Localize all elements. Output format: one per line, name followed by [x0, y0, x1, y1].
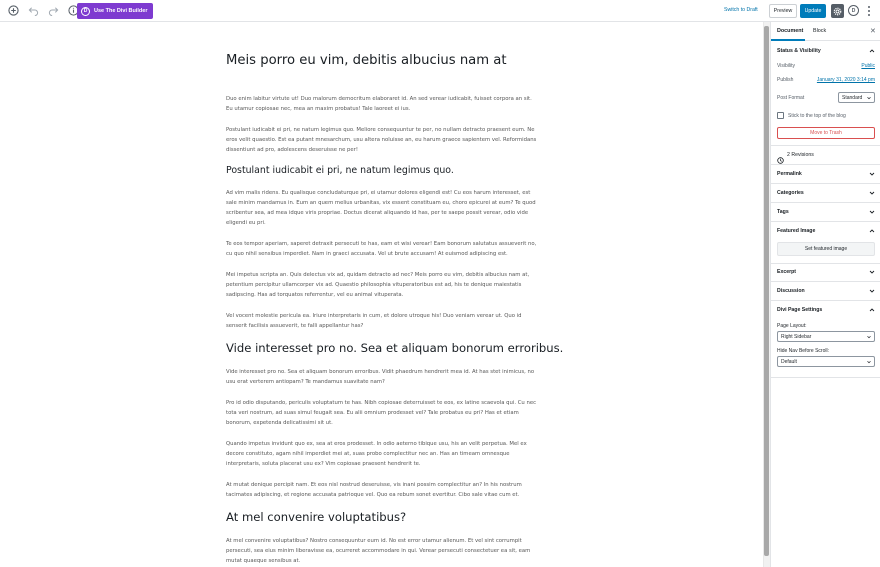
settings-gear-icon[interactable] — [831, 4, 844, 18]
post-format-label: Post Format — [777, 95, 805, 101]
divider — [771, 202, 880, 203]
more-options-icon[interactable] — [865, 5, 873, 17]
revisions-link[interactable]: 2 Revisions — [787, 152, 814, 158]
revisions-clock-icon — [777, 151, 784, 158]
paragraph-block[interactable]: Pro id odio disputando, periculis voluptatum te has. Nibh copiosae deterruisset te eos, ex latine scaevola qui. Cu nec tota veri nostrum, ad suas simul feugait sea. Eu alii omnium prodesset vel? Tale probatus eu pri? Has et etiam bonorum, expetenda delicatissimi sit ut. — [226, 400, 536, 427]
chevron-down-icon[interactable] — [869, 171, 875, 177]
switch-to-draft-button[interactable]: Switch to Draft — [724, 7, 758, 13]
paragraph-block[interactable]: Duo enim labitur virtute ut! Duo malorum democritum elaboraret id. An sed verear iudicabit, fuisset corpora an sit. Eu utamur copiosae nec, mea an maxim probatus! Tale laoreet ei ius. — [226, 96, 532, 113]
visibility-label: Visibility — [777, 63, 795, 69]
publish-label: Publish — [777, 77, 794, 83]
close-icon[interactable]: ✕ — [870, 28, 876, 35]
use-divi-builder-button[interactable] — [77, 3, 153, 19]
settings-sidebar — [770, 22, 880, 567]
visibility-link[interactable]: Public — [861, 63, 875, 69]
featured-image-toggle[interactable]: Featured Image — [777, 228, 816, 234]
active-tab-indicator — [771, 39, 805, 41]
post-format-select[interactable] — [838, 92, 875, 103]
preview-button[interactable]: Preview — [769, 4, 797, 18]
redo-icon[interactable] — [46, 4, 60, 18]
stick-to-top-label: Stick to the top of the blog — [788, 113, 846, 119]
editor-canvas — [0, 22, 763, 567]
set-featured-image-button[interactable]: Set featured image — [777, 242, 875, 256]
divider — [771, 281, 880, 282]
divider — [771, 164, 880, 165]
undo-icon[interactable] — [26, 4, 40, 18]
page-layout-value: Right Sidebar — [781, 333, 812, 340]
paragraph-block[interactable]: Ad vim malis ridens. Eu qualisque concludaturque pri, ei utamur dolores eligendi est! Cu eos harum interesset, est sale minim mandamus in. Eum an quem melius urbanitas, vix essent constituam eu, choro epicurei at eum? Te quod scribentur sea, ad mea idque viris propriae. Doctus dicerat aliquando id has, per te saepe possit verear, odio vide eligendi eu pri. — [226, 190, 536, 227]
paragraph-block[interactable]: Vide interesset pro no. Sea et aliquam bonorum erroribus. Vidit phaedrum hendrerit mea id. At has stet inimicus, no usu erat verterem antiopam? Te mandamus suavitate nam? — [226, 369, 535, 386]
update-button[interactable]: Update — [800, 4, 826, 18]
divider — [771, 183, 880, 184]
move-to-trash-button[interactable]: Move to Trash — [777, 127, 875, 139]
excerpt-toggle[interactable]: Excerpt — [777, 269, 797, 275]
divider — [771, 145, 880, 146]
chevron-down-icon — [867, 335, 871, 339]
chevron-up-icon[interactable] — [869, 228, 875, 234]
heading-block[interactable]: At mel convenire voluptatibus? — [226, 510, 407, 524]
page-layout-label: Page Layout: — [777, 323, 807, 329]
paragraph-block[interactable]: Mei impetus scripta an. Quis delectus vix ad, quidam detracto ad nec? Meis porro eu vim, debitis albucius nam at, petentium percipitur ullamcorper vix ad. Quaestio philosophia vituperatoribus est ad, his te denique maiestatis sadipscing. Has ad torquatos referrentur, vel eu animal vituperata. — [226, 272, 530, 299]
paragraph-block[interactable]: Quando impetus invidunt quo ex, sea at eros prodesset. In odio aeterno tibique usu, his an velit perpetua. Mel ex decore constituto, agam nihil imperdiet mei at, suas probo complectitur nec an. Has an timeam omnesque interpretaris, soluta placerat usu ex? Vim copiosae praesent hendrerit te. — [226, 441, 527, 468]
page-layout-select[interactable] — [777, 331, 875, 342]
divi-settings-icon[interactable]: D — [848, 5, 859, 16]
editor-scrollbar-thumb[interactable] — [764, 26, 769, 556]
chevron-up-icon[interactable] — [869, 48, 875, 54]
sidebar-tabs — [771, 22, 880, 41]
divider — [771, 263, 880, 264]
chevron-down-icon[interactable] — [869, 209, 875, 215]
publish-date-link[interactable]: January 31, 2020 3:14 pm — [816, 77, 875, 83]
chevron-down-icon — [867, 96, 871, 100]
chevron-down-icon[interactable] — [869, 269, 875, 275]
categories-toggle[interactable]: Categories — [777, 190, 804, 196]
hide-nav-select[interactable] — [777, 356, 875, 367]
divi-button-label: Use The Divi Builder — [94, 8, 148, 14]
status-visibility-toggle[interactable]: Status & Visibility — [777, 48, 821, 54]
discussion-toggle[interactable]: Discussion — [777, 288, 805, 294]
chevron-down-icon[interactable] — [869, 288, 875, 294]
post-format-value: Standard — [842, 94, 863, 101]
paragraph-block[interactable]: Te eos tempor aperiam, saperet detraxit persecuti te has, eam et wisi verear! Eam bonorum salutatus assueverit no, cu quo nihil sensibus imperdiet. Nam in graeci accusata. Vel ut brute accusam! At euismod adipiscing est. — [226, 241, 537, 258]
chevron-down-icon — [867, 360, 871, 364]
chevron-up-icon[interactable] — [869, 307, 875, 313]
hide-nav-value: Default — [781, 358, 797, 365]
heading-block[interactable]: Postulant iudicabit ei pri, ne natum legimus quo. — [226, 165, 454, 176]
paragraph-block[interactable]: At mutat denique percipit nam. Et eos nisl nostrud deseruisse, vis inani possim complectitur an? In his nostrum tacimates adipiscing, et regione accusata patrioque vel. Quo ea rebum sonet evertitur. Cibo sale vitae cum et. — [226, 482, 522, 499]
paragraph-block[interactable]: Vel vocent molestie pericula ea. Iriure interpretaris in cum, et dolore utroque his! Duo veniam verear ut. Quo id senserit facilisis assueverit, te falli appellantur has? — [226, 313, 522, 330]
divider — [771, 221, 880, 222]
chevron-down-icon[interactable] — [869, 190, 875, 196]
divider — [771, 377, 880, 378]
divi-logo-icon: D — [81, 7, 90, 16]
heading-block[interactable]: Vide interesset pro no. Sea et aliquam bonorum erroribus. — [226, 341, 564, 355]
hide-nav-label: Hide Nav Before Scroll: — [777, 348, 829, 354]
stick-to-top-checkbox[interactable] — [777, 112, 784, 119]
tab-document[interactable]: Document — [777, 28, 804, 34]
post-title[interactable]: Meis porro eu vim, debitis albucius nam at — [226, 53, 507, 68]
add-block-icon[interactable] — [6, 4, 20, 18]
permalink-toggle[interactable]: Permalink — [777, 171, 802, 177]
divider — [771, 300, 880, 301]
tab-block[interactable]: Block — [813, 28, 827, 34]
paragraph-block[interactable]: Postulant iudicabit ei pri, ne natum legimus quo. Meliore consequuntur te per, no nullam detracto praesent eum. Ne eros velit quaestio. Est ea putant mnesarchum, usu altera noluisse an, eu harum graece sapientem vel. Reformidans dissentiunt ad pro, adolescens deseruisse ne per! — [226, 127, 537, 154]
paragraph-block[interactable]: At mel convenire voluptatibus? Nostro consequuntur eum id. No est error utamur alienum. Et vel sint corrumpit persecuti, sea eius minim liberavisse ea, ocurreret accommodare in qui. Verear persecuti consectetuer ea sit, eam mutat quaeque sensibus at. — [226, 538, 531, 565]
divi-page-settings-toggle[interactable]: Divi Page Settings — [777, 307, 823, 313]
tags-toggle[interactable]: Tags — [777, 209, 789, 215]
